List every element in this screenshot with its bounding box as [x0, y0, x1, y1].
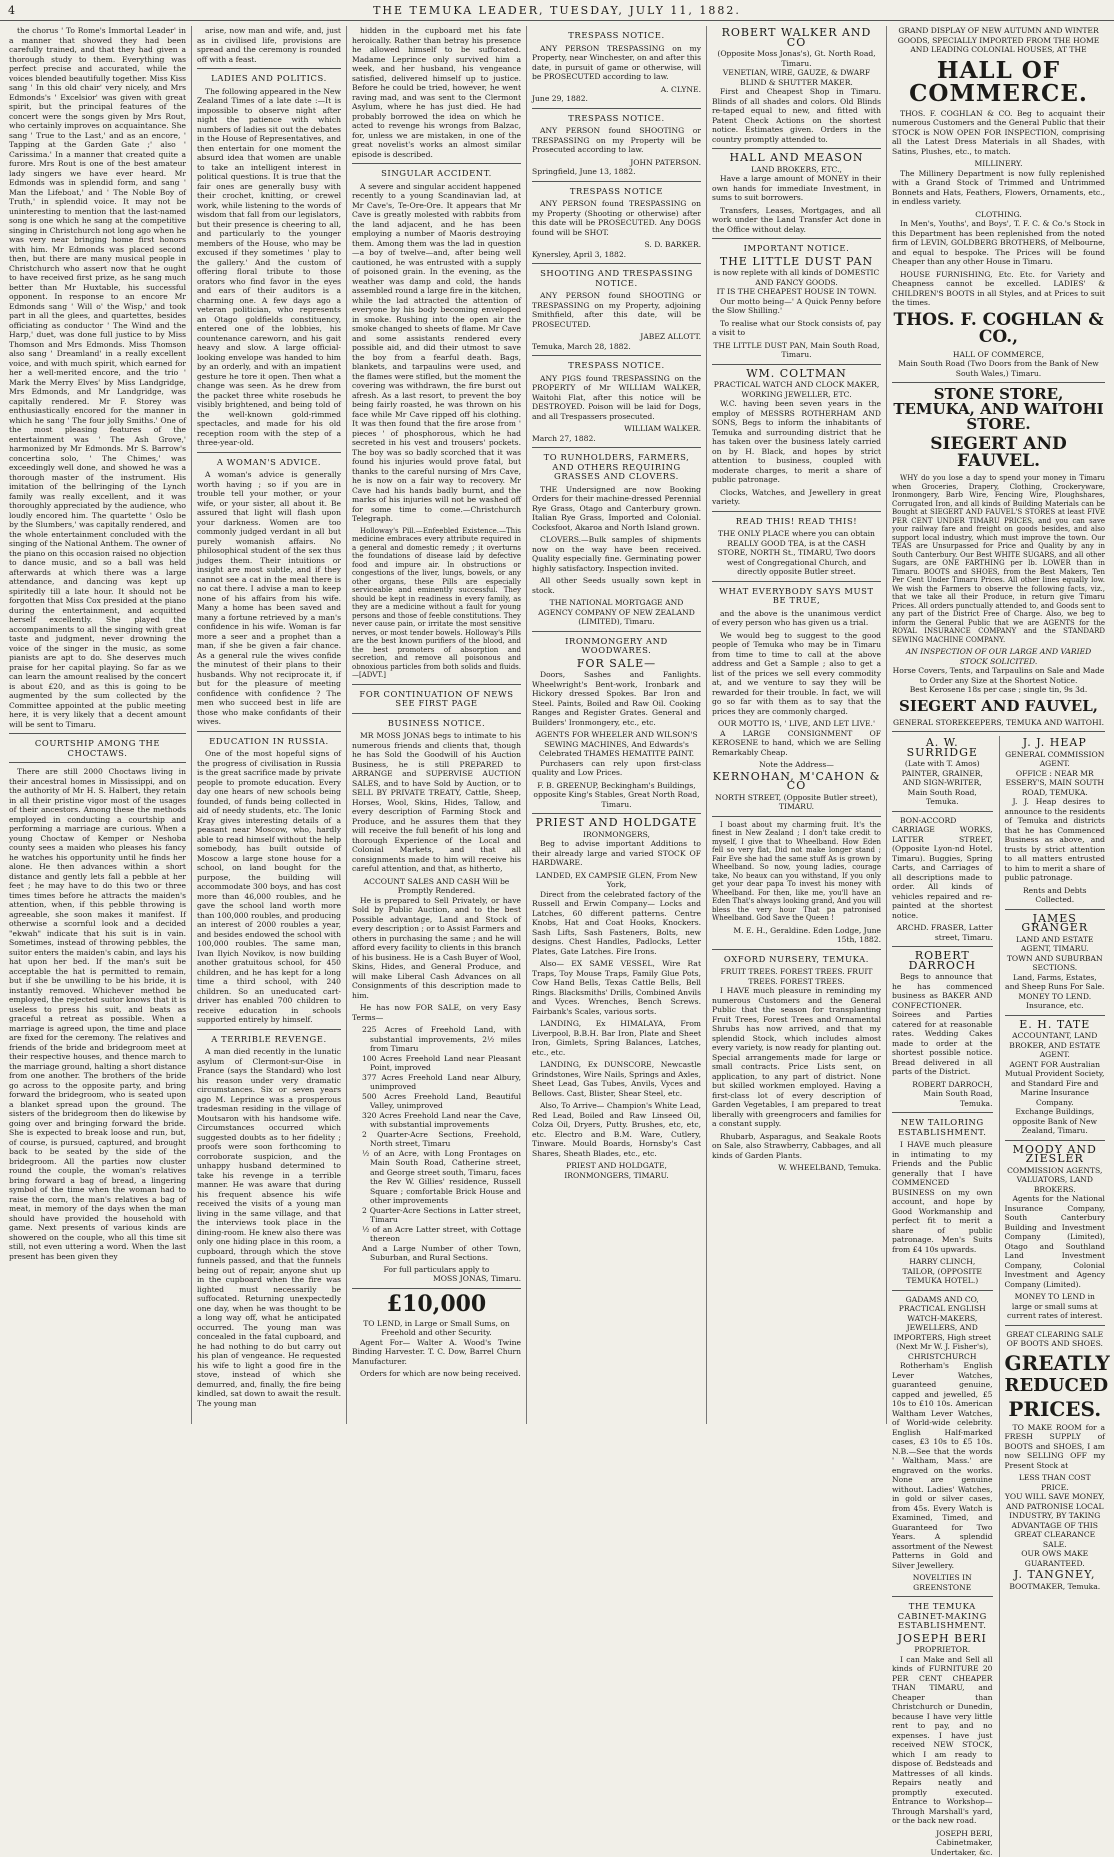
kerosene-price: Best Kerosene 18s per case ; single tin, 9s 3d. [892, 685, 1105, 695]
trespass-2-body: ANY PERSON found SHOOTING or TRESPASSING on my Property will be Prosecuted according to law. [532, 126, 701, 155]
trespass-3-date: Kynersley, April 3, 1882. [532, 250, 701, 260]
surridge-heading: A. W. SURRIDGE [892, 738, 993, 757]
loan-footer: Orders for which are now being received. [352, 1369, 521, 1379]
kernohan-address: NORTH STREET, (Opposite Butler street), TIMARU. [712, 793, 881, 812]
coltman-sub: PRACTICAL WATCH AND CLOCK MAKER, WORKING JEWELLER, ETC. [712, 380, 881, 399]
ironmongery-heading: IRONMONGERY AND WOODWARES. [532, 637, 701, 656]
advice-article: A woman's advice is generally worth having ; so if you are in trouble tell your mother, or your wife, or your sister, all about it. Be assured that light will flash upon your darkness. Women are too commonly judged verdant in all but purely womanish affairs. No philosophical student of the sex thus judges them. Their intuitions or insight are most subtle, and if they cannot see a cat in the meal there is no cat there. I advise a man to keep none of his affairs from his wife. Many a home has been saved and many a fortune retrieved by a man's confidence in his wife. Woman is far more a seer and a prophet than a man, if she be given a fair chance. As a general rule the wives confide the minutest of their plans to their husbands. Why not reciprocate it, if but for the pleasure of meeting confidence with confidence ? The men who succeed best in life are those who make confidants of their wives. [197, 470, 341, 727]
trespass-1-date: June 29, 1882. [532, 94, 701, 104]
priest-holdgate-signature: PRIEST AND HOLDGATE, IRONMONGERS, TIMARU. [532, 1161, 701, 1180]
darroch-heading: ROBERT DARROCH [892, 951, 993, 970]
house-furnishing: HOUSE FURNISHING, Etc. Etc. for Variety and Cheapness cannot be excelled. LADIES' & CHILDREN'S BOOTS in all Styles, and at Prices to suit the times. [892, 270, 1105, 308]
kernohan-heading: KERNOHAN, M'CAHON & CO [712, 772, 881, 791]
trespass-4-date: Temuka, March 28, 1882. [532, 342, 701, 352]
clearing-sale: GREAT CLEARING SALE OF BOOTS AND SHOES. [1005, 1330, 1106, 1349]
siegert-fauvel-2: SIEGERT AND FAUVEL, [892, 699, 1105, 714]
reduced: REDUCED [1005, 1377, 1106, 1395]
column-3 [347, 26, 527, 1424]
greenstone: NOVELTIES IN GREENSTONE [892, 1573, 993, 1592]
column-2 [192, 26, 347, 1424]
list-item: 100 Acres Freehold Land near Pleasant Point, improved [362, 1054, 521, 1073]
heap-sub: GENERAL COMMISSION AGENT. [1005, 750, 1106, 769]
trespass-5-signature: WILLIAM WALKER. [532, 424, 701, 434]
inspection-note: AN INSPECTION OF OUR LARGE AND VARIED STOCK SOLICITED. [892, 647, 1105, 666]
trespass-4-body: ANY PERSON found SHOOTING or TRESPASSING on my Property, adjoining Smithfield, after this date, will be PROSECUTED. [532, 291, 701, 329]
little-dust-pan-signature: THE LITTLE DUST PAN, Main South Road, Timaru. [712, 341, 881, 360]
list-item: 2 Quarter-Acre Sections, Freehold, North street, Timaru [362, 1130, 521, 1149]
column-5 [707, 26, 887, 1424]
stone-store: STONE STORE, TEMUKA, AND WAITOHI STORE. [892, 387, 1105, 432]
beri-heading: JOSEPH BERI [892, 1634, 993, 1644]
clinch-name: HARRY CLINCH, TAILOR, (OPPOSITE TEMUKA HOTEL.) [892, 1257, 993, 1286]
general-storekeepers: GENERAL STOREKEEPERS, TEMUKA AND WAITOHI. [892, 718, 1105, 728]
hall-meason-body-2: Transfers, Leases, Mortgages, and all work under the Land Transfer Act done in the Office without delay. [712, 206, 881, 235]
seeds-body: All other Seeds usually sown kept in stock. [532, 576, 701, 595]
masthead [0, 0, 1114, 21]
column-4 [527, 26, 707, 1424]
trespass-5-heading: TRESPASS NOTICE. [532, 361, 701, 371]
tate-heading: E. H. TATE [1005, 1020, 1106, 1030]
prices: PRICES. [1005, 1399, 1106, 1419]
everybody-says-heading: WHAT EVERYBODY SAYS MUST BE TRUE, [712, 587, 881, 606]
nursery-heading: OXFORD NURSERY, TEMUKA. [712, 955, 881, 965]
courtship-end: arise, now man and wife, and, just as in civilised life, provisions are spread and the ceremony is rounded off with a feast. [197, 26, 341, 64]
trespass-3-body: ANY PERSON found TRESPASSING on my Property (Shooting or otherwise) after this date will be PROSECUTED. Any DOGS found will be SHOT. [532, 199, 701, 237]
make-guaranteed: OUR OWS MAKE GUARANTEED. [1005, 1549, 1106, 1568]
revenge-article: A man died recently in the lunatic asylum of Clermont-sur-Oise in France (says the Standard) who lost his reason under very dramatic circumstances. Six or seven years ago M. Leprince was a prosperous tradesman residing in the village of Moutsaron with his handsome wife. Circumstances occurred which suggested doubts as to her fidelity ; proofs were soon forthcoming to corroborate suspicion, and the unhappy husband determined to take his revenge in a terrible manner. He was aware that during his frequent absence his wife received the visits of a young man living in the same village, and that the interviews took place in the dining-room. He knew also there was only one hiding place in this room, a cupboard, through which the stove funnels passed, and that the funnels being out of repair, anyone shut up in the cupboard when the fire was lighted must necessarily be suffocated. Returning unexpectedly one day, when he was thought to be a long way off, what he anticipated occurred. The young man was concealed in the fatal cupboard, and he had nothing to do but carry out his plan of vengeance. He requested his wife to light a good fire in the stove, instead of which she demurred, and, finally, the fire being kindled, sat down to await the result. The young man [197, 1047, 341, 1408]
address-note: Note the Address— [712, 760, 881, 770]
column-6 [887, 26, 1110, 1424]
darroch-signature: ROBERT DARROCH, Main South Road, Temuka. [892, 1080, 993, 1109]
revenge-heading: A TERRIBLE REVENGE. [197, 1035, 341, 1045]
ironmongery-list: Doors, Sashes and Fanlights. Wheelwright's Bent-work, Ironbark and Hickory dressed Spokes. Bar Iron and Steel. Paints, Boiled and Raw Oil. Cooking Ranges and Register Grates. General and Builders' Ironmongery, etc., etc. [532, 670, 701, 727]
trespass-1-heading: TRESPASS NOTICE. [532, 31, 701, 41]
clothing-heading: CLOTHING. [892, 210, 1105, 220]
wheelband-poem: I boast about my charming fruit. It's the finest in New Zealand ; I don't take credit to myself, I give that to Wheelband. How Eden fell so very flat, Did not make longer stand ; Fair Eve she had the same stuff As is grown by Wheelband. So now, young ladies, courage take, No beaux can you withstand, If you only get your dear papa To invest his money with Wheelband. For then, like me, you'll have an Eden That's always looking grand, And you will bless the very hour That pa patronised Wheelband. God Save the Queen ! [712, 821, 881, 923]
trespass-2-date: Springfield, June 13, 1882. [532, 167, 701, 177]
list-item: And a Large Number of other Town, Suburban, and Rural Sections. [362, 1244, 521, 1263]
save-money: YOU WILL SAVE MONEY, AND PATRONISE LOCAL INDUSTRY, BY TAKING ADVANTAGE OF THIS GREAT CLEARANCE SALE. [1005, 1492, 1106, 1549]
grasses-body: THE Undersigned are now Booking Orders for their machine-dressed Perennial Rye Grass, Otago and Canterbury grown. Italian Rye Grass, Imported and Colonial. Cocksfoot, Akaroa and North Island grown. [532, 485, 701, 533]
list-item: 320 Acres Freehold Land near the Cave, with substantial improvements [362, 1111, 521, 1130]
granger-sub: LAND AND ESTATE AGENT, TIMARU. [1005, 935, 1106, 954]
list-item: ½ of an Acre Latter street, with Cottage thereon [362, 1225, 521, 1244]
nursery-body: I HAVE much pleasure in reminding my numerous Customers and the General Public that the season for transplanting Fruit Trees, Forest Trees and Ornamental Shrubs has now arrived, and that my splendid Stock, which includes almost every variety, is now ready for planting out. Special arrangements made for large or small contracts. Price Lists sent, on application, to any part of district. None but skilled workmen employed. Having a first-class lot of every description of Garden Vegetables, I am prepared to treat liberally with greengrocers and families for a constant supply. [712, 986, 881, 1129]
read-this: READ THIS! READ THIS! [712, 517, 881, 527]
trespass-5-date: March 27, 1882. [532, 434, 701, 444]
granger-land: Land, Farms, Estates, and Sheep Runs For Sale. [1005, 973, 1106, 992]
ladies-article: The following appeared in the New Zealand Times of a late date :—It is impossible to observe night after night the patience with which numbers of ladies sit out the debates in the House of Representatives, and then entertain for one moment the absurd idea that women are unable to take an intelligent interest in political questions. It is true that the fair ones are generally busy with their crochet, knitting, or crewel work, while listening to the words of wisdom that fall from our legislators, but their presence is cheering to all, and particularly to the younger members of the House, who may be excused if they sometimes ' play to the gallery.' And the custom of offering floral tribute to those orators who find favor in the eyes and ears of their auditors is a charming one. A few days ago a veteran politician, who represents an Otago goldfields constituency, entered one of the lobbies, his countenance careworn, and his gait heavy and slow. A large official-looking envelope was handed to him by an orderly, and with an impatient gesture he tore it open. Then what a change was seen. As he drew from the packet three white rosebuds he visibly brightened, and being told of the well-known gold-rimmed spectacles, and made for his old reception room with the step of a three-year-old. [197, 87, 341, 448]
greenup-signature: F. B. GREENUP, Beckingham's Buildings, opposite King's Stables, Great North Road, Timaru. [532, 781, 701, 810]
ads-right [999, 736, 1106, 1857]
loan-amount: £10,000 [352, 1293, 521, 1315]
cabinet-heading: THE TEMUKA CABINET-MAKING ESTABLISHMENT. [892, 1602, 993, 1631]
courtship-article: There are still 2000 Choctaws living in their ancestral homes in Mississippi, and on the authority of Mr H. S. Halbert, they retain in all their pristine vigor most of the usages of their ancestors. Among these the methods employed in conducting a courtship and performing a marriage are curious. When a young Choctaw of Kemper or Neshoba county sees a maiden who pleases his fancy he watches his opportunity until he finds her alone. He then advances within a short distance and gently lets fall a pebble at her feet ; he may have to do this two or three times times before he attracts the maiden's attention, when, if this pebble throwing is agreeable, she soon makes it manifest. If otherwise a scornful look and a decided "ekwah" indicate that his suit is in vain. Sometimes, instead of throwing pebbles, the suitor enters the maiden's cabin, and lays his hat upon her bed. If the man's suit be acceptable the hat is permitted to remain, but if she be unwilling to be his bride, it is instantly removed. Whichever method be employed, the rejected suitor knows that it is useless to press his suit, and beats as graceful a retreat as possible. When a marriage is agreed upon, the time and place are fixed for the ceremony. The relatives and friends of the bride and bridegroom meet at their respective houses, and thence march to the marriage ground, halting a short distance from one another. The brothers of the bride go across to the opposite party, and bring forward the bridegroom, who is seated upon a blanket spread upon the ground. The sisters of the bridegroom then do likewise by going over and bringing forward the bride. She is expected to break loose and run, but, of course, is pursued, captured, and brought back to be seated by the side of the bridegroom. All the parties now cluster round the couple, the woman's relatives bring forward a bag of bread, a lingering symbol of the time when the woman had to raise the corn, the man's relatives a bag of meat, in memory of the days when the man should have provided the household with game. Next presents of various kinds are showered on the couple, who all this time sit still, not even uttering a word. When the last present has been given they [9, 767, 186, 1261]
adams-body: Rotherham's English Lever Watches, guaranteed genuine, capped and jewelled, £5 10s to £10 10s. American Waltham Lever Watches, of World-wide celebrity. English Half-marked cases, £3 10s to £5 10s. N.B.—See that the words ' Waltham, Mass.' are engraved on the works. None are genuine without. Ladies' Watches, in gold or silver cases, from 45s. Every Watch is Examined, Timed, and Guaranteed for Two Years. A splendid assortment of the Newest Patterns in Gold and Silver Jewellery. [892, 1361, 993, 1570]
for-sale-heading: FOR SALE— [532, 659, 701, 669]
hall-meason-heading: HALL AND MEASON [712, 153, 881, 163]
campsie-list: Direct from the celebrated factory of the Russell and Erwin Company— Locks and Latches, 60 different patterns. Centre Knobs, Hat and Coat Hooks, Knockers. Sash Lifts, Sash Fasteners, Bolts, new designs. Chest Handles, Padlocks, Letter Plates, Gate Latches. Fire Irons. [532, 890, 701, 957]
accident-heading: SINGULAR ACCIDENT. [352, 169, 521, 179]
priest-holdgate-body: Beg to advise important Additions to their already large and varied STOCK OF HARDWARE. [532, 839, 701, 868]
himalaya-list: LANDING, Ex HIMALAYA, From Liverpool, B.B.H. Bar Iron, Plate and Sheet Iron, Gimlets, Spring Balances, Latches, etc., etc. [532, 1019, 701, 1057]
beri-signature: JOSEPH BERI, Cabinetmaker, Undertaker, &c. [892, 1829, 993, 1857]
tangney-heading: J. TANGNEY, [1005, 1570, 1106, 1580]
hall-of-commerce: HALL OF COMMERCE. [892, 59, 1105, 105]
moody-ziesler-body: Agents for the National Insurance Company, South Canterbury Building and Investment Company (Limited), Otago and Southland Land Investment Company, Colonial Investment and Agency Company (Limited). [1005, 1194, 1106, 1289]
trespass-3-signature: S. D. BARKER. [532, 240, 701, 250]
loan-agent: Agent For— Walter A. Wood's Twine Binding Harvester. T. C. Dow, Barrel Churn Manufacturer. [352, 1338, 521, 1367]
list-item: 500 Acres Freehold Land, Beautiful Valley, unimproved [362, 1092, 521, 1111]
land-brokers-label: LAND BROKERS, ETC., [712, 165, 881, 175]
particulars: For full particulars apply to [352, 1265, 521, 1275]
hall-body: THOS. F. COGHLAN & CO. Beg to acquaint their numerous Customers and the General Public that their STOCK is NOW OPEN FOR INSPECTION, comprising all the Latest Dress Materials in all Shades, with Satins, Plushes, etc., to match. [892, 109, 1105, 157]
ladies-heading: LADIES AND POLITICS. [197, 74, 341, 84]
tate-sub: ACCOUNTANT, LAND BROKER, AND ESTATE AGENT. [1005, 1031, 1106, 1060]
coltman-heading: WM. COLTMAN [712, 369, 881, 379]
trespass-2-signature: JOHN PATERSON. [532, 158, 701, 168]
concert-report: the chorus ' To Rome's Immortal Leader' in a manner that showed they had been carefully trained, and that they had given a thorough study to them. Everything was perfect precise and accurated, while the voices blended beautifully together. Miss Kiss sang ' In this old chair' very nicely, and Mrs Edmonds's ' Excelsior' was given with great spirit, but the principal features of the concert were the songs given by Mrs Rout, who certainly improves on acquaintance. She sang ' True to the Last,' and as an encore, ' Tapping at the Garden Gate ;' also ' Carissima.' In a manner that created quite a furore. Mrs Rout is one of the best amateur lady singers we have ever heard. Mr Edmonds was in splendid form, and sang ' Man the Lifeboat,' and ' The Noble Boy of Truth,' in splendid voice. It may not be uninteresting to mention that the last-named song is one which he sang at the competitive singing in Christchurch not long ago when he was very near bringing home first honors with him. Mr Edmonds was placed second then, but there are many musical people in Christchurch who assert now that he ought to have received first prize, as he sang much better than Mr Huxtable, his successful opponent. In response to an encore Mr Edmonds sang ' Will o' the Wisp,' and took part in all the glees, and quartettes, besides officiating as conductor ' The Wind and the Harp,' duet, was done full justice to by Miss Thomson and Mrs Edmonds. Miss Thomson also sang ' Dreamland' in a really excellent voice, and with much spirit, which earned for her a well-merited encore, and the trio ' Mark the Merry Elves' by Miss Landgridge, Mrs Edmonds, and Mr Landgridge, was capitally rendered. Mr F. Storey was enthusiastically encored for the manner in which he sang ' The four jolly Smiths.' One of the most pleasing features of the entertainment was ' The Ash Grove,' harmonized by Mr Edmonds. Mr S. Barrow's concertina solo, ' The Chimes,' was exceedingly well done, and showed he was a thorough master of the instrument. His imitation of the bellringing of the Lynch family was really excellent, and it was thoroughly appreciated by the audience, who loudly encored him. The quartette ' Oslo be by the Slumbers,' was capitally rendered, and the whole entertainment concluded with the singing of the National Anthem. The owner of the piano on this occasion raised no objection to dance music, and so a ball was held afterwards at which there was a large attendance, and dancing was kept up spiritedly till a late hour. It should not be forgotten that Miss Cox presided at the piano during the entertainment, and acquitted herself excellently. She played the accompaniments to all the singing with great taste and judgment, never drowning the voice of the singer in the music, as some pianists are apt to do. She deserves much praise for her capital playing. So far as we can learn the amount realised by the concert is about £20, and as this is going to be augmented by the sum collected by the Committee appointed at the public meeting here, it is very likely that a decent amount will be sent to Timaru. [9, 26, 186, 729]
heap-office: OFFICE : NEAR MR ESSERY'S, MAIN SOUTH ROAD, TEMUKA. [1005, 769, 1106, 798]
courtship-heading: COURTSHIP AMONG THE CHOCTAWS. [9, 739, 186, 758]
masthead-title: THE TEMUKA LEADER, TUESDAY, JULY 11, 1882. [373, 4, 741, 17]
business-notice-heading: BUSINESS NOTICE. [352, 719, 521, 729]
column-1 [4, 26, 192, 1424]
coltman-body-2: Clocks, Watches, and Jewellery in great variety. [712, 488, 881, 507]
robert-walker-heading: ROBERT WALKER AND CO [712, 28, 881, 47]
blind-maker: VENETIAN, WIRE, GAUZE, & DWARF BLIND & SHUTTER MAKER. [712, 68, 881, 87]
important-notice-heading: IMPORTANT NOTICE. [712, 244, 881, 254]
trespass-1-body: ANY PERSON TRESPASSING on my Property, near Winchester, on and after this date, in pursuit of game or otherwise, will be PROSECUTED according to law. [532, 44, 701, 82]
only-place: THE ONLY PLACE where you can obtain REALLY GOOD TEA, is at the CASH STORE, NORTH St., TIMARU, Two doors west of Congregational Church, and directly opposite Butler street. [712, 529, 881, 577]
business-notice-body-2: He is prepared to Sell Privately, or have Sold by Public Auction, and to the best Possible advantage, Land and Stock of every description ; or to Assist Farmers and others in purchasing the same ; and he will afford every facility to clients in this branch of his business. He is a Cash Buyer of Wool, Skins, Hides, and General Produce, and will make Liberal Cash Advances on all Consignments of this description made to him. [352, 896, 521, 1001]
agents-note: AGENTS FOR WHEELER AND WILSON'S SEWING MACHINES, And Edwards's Celebrated THAMES HEMATITE PAINT. [532, 730, 701, 759]
for-sale-intro: He has now FOR SALE, on very Easy Terms— [352, 1003, 521, 1022]
robert-walker-address: (Opposite Moss Jonas's), Gt. North Road, Timaru. [712, 49, 881, 68]
same-vessel-list: Also— EX SAME VESSEL, Wire Rat Traps, Toy Mouse Traps, Family Glue Pots, Cow Hand Bells, Texas Cattle Bells, Bell Rings. Blacksmiths' Drills, Combined Anvils and Vyces. Wrenches, Bench Screws. Fairbank's Scales, various sorts. [532, 959, 701, 1016]
covers-note: Horse Covers, Tents, and Tarpaulins on Sale and Made to Order any Size at the Shortest Notice. [892, 666, 1105, 685]
millinery-body: The Millinery Department is now fully replenished with a Grand Stock of Trimmed and Untrimmed Bonnets and Hats, Feathers, Flowers, Ornaments, etc., in endless variety. [892, 169, 1105, 207]
heap-rents: Rents and Debts Collected. [1005, 886, 1106, 905]
surridge-sub: (Late with T. Amos) PAINTER, GRAINER, AND SIGN-WRITER, Main South Road, Temuka. [892, 759, 993, 807]
russia-heading: EDUCATION IN RUSSIA. [197, 737, 341, 747]
beri-proprietor: PROPRIETOR. [892, 1645, 993, 1655]
business-notice-body: MR MOSS JONAS begs to intimate to his numerous friends and clients that, though he has Sold the Goodwill of his Auction Business, he is still PREPARED to ARRANGE and SUPERVISE AUCTION SALES, and to have Sold by Auction, or to SELL BY PRIVATE TREATY, Cattle, Sheep, Horses, Wool, Skins, Hides, Tallow, and every description of Farming Stock and Produce, and he assures them that they will receive the full benefit of his long and thorough Experience of the Local and Colonial Markets, and that all consignments made to him will receive his careful attention, and that, as hitherto, [352, 731, 521, 874]
land-list [352, 1025, 521, 1263]
trespass-3-heading: TRESPASS NOTICE [532, 187, 701, 197]
grand-display: GRAND DISPLAY OF NEW AUTUMN AND WINTER GOODS, SPECIALLY IMPORTED FROM THE HOME AND LEADING COLONIAL HOUSES, AT THE [892, 26, 1105, 55]
trespass-4-heading: SHOOTING AND TRESPASSING NOTICE. [532, 269, 701, 288]
tate-exchange: Exchange Buildings, opposite Bank of New Zealand, Timaru. [1005, 1107, 1106, 1136]
landed-campsie: LANDED, EX CAMPSIE GLEN, From New York, [532, 871, 701, 890]
little-dust-pan-body: is now replete with all kinds of DOMESTIC AND FANCY GOODS. [712, 268, 881, 287]
account-sales: ACCOUNT SALES AND CASH Will be Promptly Rendered. [352, 877, 521, 896]
list-item: ½ of an Acre, with Long Frontages on Main South Road, Catherine street, and George street south, Timaru, faces the Rev W. Gillies' residence, Russell Square ; comfortable Brick House and other improvements [362, 1149, 521, 1206]
live-and-let-live: OUR MOTTO IS, ' LIVE, AND LET LIVE.' [712, 719, 881, 729]
tate-agent: AGENT FOR Australian Mutual Provident Society, and Standard Fire and Marine Insurance Company. [1005, 1060, 1106, 1108]
clearing-body: TO MAKE ROOM for a FRESH SUPPLY of BOOTS and SHOES, I am now SELLING OFF my Present Stock at [1005, 1423, 1106, 1471]
everybody-says-body-2: We would beg to suggest to the good people of Temuka who may be in Timaru from time to time to call at the above address and Get a Sample ; also to get a list of the prices we sell every commodity at, and we venture to say they will be rewarded for their trouble. In fact, we will go so far with them as to say that the prices they are commonly charged. [712, 631, 881, 717]
millinery-heading: MILLINERY. [892, 159, 1105, 169]
bon-accord: BON-ACCORD CARRIAGE WORKS, LATTER STREET, (Opposite Lyon-nd Hotel, Timaru). Buggies, Spring Carts, and Carriages of all descriptions made to order. All kinds of vehicles repaired and re-painted at the shortest notice. [892, 816, 993, 921]
beri-body: I can Make and Sell all kinds of FURNITURE 20 PER CENT CHEAPER THAN TIMARU, and Cheaper than Christchurch or Dunedin, because I have very little rent to pay, and no expenses. I have just received NEW STOCK, which I am ready to dispose of. Bedsteads and Mattresses of all kinds. Repairs neatly and promptly executed. Entrance to Workshop—Through Marshall's yard, or the back new road. [892, 1655, 993, 1826]
holloway-advert: Holloway's Pill.—Enfeebled Existence.—This medicine embraces every attribute required in a general and domestic remedy ; it overturns the foundations of disease laid by defective food and impure air. In obstructions or congestions of the liver, lungs, bowels, or any other organs, these Pills are especially serviceable and eminently successful. They should be kept in readiness in every family, as they are a medicine without a fault for young persons and those of feeble constitutions. They never cause pain, or irritate the most sensitive nerves, or most tender bowels. Holloway's Pills are the best known purifiers of the blood, and the best promoters of absorption and secretion, and remove all poisonous and obnoxious particles from both solids and fluids.—[ADVT.] [352, 527, 521, 680]
siegert-body: WHY do you lose a day to spend your money in Timaru when Groceries, Drapery, Clothing, Crockeryware, Ironmongery, Barb Wire, Fencing Wire, Ploughshares, Corrugated Iron, and all kinds of Building Materials can be Bought at SIEGERT AND FAUVEL'S STORES at least FIVE PER CENT UNDER TIMARU PRICES, and you can save your railway fare and freight on goods besides, and also support local industry, which must improve the town. Our TEAS are Unsurpassed for Price and Quality by any in South Canterbury. Our Best WHITE SUGARS, and all other Sugars, are ONE FARTHING per lb. LOWER than in Timaru. BOOTS and SHOES, from the Best Makers, Ten Per Cent Under Timaru Prices. All other lines equally low. We wish the Farmers to observe the following facts, viz., that we take all their Produce, in return give Timaru Prices. All orders punctually attended to, and Goods sent to any part of the District Free of Charge. Also, we beg to inform the General Public that we are AGENTS for the ROYAL INSURANCE COMPANY and the STANDARD SEWING MACHINE COMPANY. [892, 474, 1105, 644]
trespass-4-signature: JABEZ ALLOTT. [532, 332, 701, 342]
revenge-end: hidden in the cupboard met his fate heroically. Rather than betray his presence he allowed himself to be suffocated. Madame Leprince only survived him a week, and her husband, his vengeance satisfied, delivered himself up to justice. Before he could be tried, however, he went raving mad, and was sent to the Clermont Asylum, where he has just died. He had probably borrowed the idea on which he acted to revenge his wrongs from Balzac, for, unless we are mistaken, in one of the great novelist's works an almost similar episode is described. [352, 26, 521, 159]
fraser-signature: ARCHD. FRASER, Latter street, Timaru. [892, 923, 993, 942]
kerosene-note: A LARGE CONSIGNMENT OF KEROSENE to hand, which we are Selling Remarkably Cheap. [712, 729, 881, 758]
tailoring-heading: NEW TAILORING ESTABLISHMENT. [892, 1118, 993, 1137]
heap-heading: J. J. HEAP [1005, 738, 1106, 748]
ads-left [892, 736, 993, 1857]
loan-text: TO LEND, in Large or Small Sums, on Freehold and other Security. [352, 1319, 521, 1338]
heap-body: J. J. Heap desires to announce to the residents of Temuka and districts that he has Commenced Business as above, and trusts by strict attention to all matters entrusted to him to merit a share of public patronage. [1005, 797, 1106, 883]
page-number: 4 [8, 0, 17, 22]
hall-meason-body: Have a large amount of MONEY in their own hands for immediate Investment, in sums to suit borrowers. [712, 174, 881, 203]
tangney-sub: BOOTMAKER, Temuka. [1005, 1582, 1106, 1592]
tailoring-body: I HAVE much pleasure in intimating to my Friends and the Public generally that I have COMMENCED BUSINESS on my own account, and hope by Good Workmanship and perfect fit to merit a share of public patronage. Men's Suits from £4 10s upwards. [892, 1140, 993, 1254]
adams-heading: GADAMS AND CO, PRACTICAL ENGLISH WATCH-MAKERS, JEWELLERS, AND IMPORTERS, High street (Next Mr W. J. Fisher's), CHRISTCHURCH [892, 1295, 993, 1362]
clovers-body: CLOVERS.—Bulk samples of shipments now on the way have been received. Quality especially fine. Germinating power highly satisfactory. Inspection invited. [532, 535, 701, 573]
coghlan-sub: HALL OF COMMERCE, [892, 350, 1105, 360]
list-item: 2 Quarter-Acre Sections in Latter street, Timaru [362, 1206, 521, 1225]
quality-note: Purchasers can rely upon first-class quality and Low Prices. [532, 759, 701, 778]
dunscore-list: LANDING, Ex DUNSCORE, Newcastle Grindstones, Wire Nails, Springs and Axles, Sheet Lead, Gas Tubes, Anvils, Vyces and Bellows. Cast, Blister, Shear Steel, etc. [532, 1060, 701, 1098]
little-dust-pan-heading: THE LITTLE DUST PAN [712, 257, 881, 267]
clothing-body: In Men's, Youths', and Boys', T. F. C. & Co.'s Stock in this Department has been replenished from the noted firm of LEVIN, GOLDBERG BROTHERS, of Melbourne, and equal to bespoke. The Prices will be found Cheaper than any other House in Timaru. [892, 219, 1105, 267]
coltman-body: W.C. having been seven years in the employ of MESSRS ROTHERHAM AND SONS, Begs to inform the inhabitants of Temuka and surrounding district that he has taken over the business lately carried on by H. Black, and hopes by strict attention to business, coupled with moderate charges, to merit a share of public patronage. [712, 399, 881, 485]
moss-jonas-signature: MOSS JONAS, Timaru. [352, 1274, 521, 1284]
cheapest-house: IT IS THE CHEAPEST HOUSE IN TOWN. [712, 287, 881, 297]
grasses-heading: TO RUNHOLDERS, FARMERS, AND OTHERS REQUIRING GRASSES AND CLOVERS. [532, 453, 701, 482]
two-column-ads [892, 736, 1105, 1857]
continuation-note: FOR CONTINUATION OF NEWS SEE FIRST PAGE [352, 690, 521, 709]
granger-town: TOWN AND SUBURBAN SECTIONS. [1005, 954, 1106, 973]
granger-insurance: Insurance, etc. [1005, 1001, 1106, 1011]
nursery-body-2: Rhubarb, Asparagus, and Seakale Roots on Sale, also Strawberry, Cabbages, and all kinds of Garden Plants. [712, 1132, 881, 1161]
robert-walker-body: First and Cheapest Shop in Timaru. Blinds of all shades and colors. Old Blinds re-taped equal to new, and fitted with Patent Check Actions on the shortest notice. Estimates given. Orders in the country promptly attended to. [712, 87, 881, 144]
accident-article: A severe and singular accident happened recently to a young Scandinavian lad, at Mr Cave's, Te-Ore-Ore. It appears that Mr Cave is greatly molested with rabbits from the land adjacent, and he has been employing a number of Maoris destroying them. Among them was the lad in question—a boy of twelve—and, after being well cautioned, he was entrusted with a supply of poisoned grain. In the evening, as the weather was damp and cold, the hands assembled round a large fire in the kitchen, while the lad attracted the attention of everyone by his body becoming enveloped in smoke. Rushing into the open air the smoke changed to sheets of flame. Mr Cave and some assistants rendered every possible aid, and did their utmost to save the boy from a fearful death. Bags, blankets, and tarpaulins were used, and the flames were stifled, but the moment the covering was withdrawn, the fire burst out afresh. As a last resort, to prevent the boy being fairly roasted, he was thrown on his face while Mr Cave ripped off his clothing. It was then found that the fire arose from ' pieces ' of phosphorous, which he had secreted in his vest and trousers' pockets. The boy was so badly scorched that it was found his injuries would prove fatal, but thanks to the careful nursing of Mrs Cave, he is now on a fair way to recovery. Mr Cave had his hands badly burnt, and the marks of his injuries will not be washed off for some time to come.—Christchurch Telegraph. [352, 182, 521, 524]
everybody-says-body: and the above is the unanimous verdict of every person who has given us a trial. [712, 609, 881, 628]
to-arrive-list: Also, To Arrive— Champion's White Lead, Red Lead, Boiled and Raw Linseed Oil, Colza Oil, Dryers, Putty. Brushes, etc, etc, etc. Electro and B.M. Ware, Cutlery, Tinware. Mould Boards, Hornsby's Cast Shares, Sheath Blades, etc., etc. [532, 1101, 701, 1158]
stock-note: To realise what our Stock consists of, pay a visit to [712, 319, 881, 338]
less-than-cost: LESS THAN COST PRICE. [1005, 1473, 1106, 1492]
trespass-5-body: ANY PIGS found TRESPASSING on the PROPERTY of Mr WILLIAM WALKER, Waitohi Flat, after this notice will be DESTROYED. Poison will be laid for Dogs, and all Trespassers prosecuted. [532, 374, 701, 422]
grasses-signature: THE NATIONAL MORTGAGE AND AGENCY COMPANY OF NEW ZEALAND (LIMITED), Timaru. [532, 598, 701, 627]
columns [4, 26, 1110, 1424]
granger-money: MONEY TO LEND. [1005, 992, 1106, 1002]
priest-holdgate-heading: PRIEST AND HOLDGATE [532, 818, 701, 828]
moody-ziesler-heading: MOODY AND ZIESLER [1005, 1145, 1106, 1164]
fruit-trees: FRUIT TREES. FOREST TREES. FRUIT TREES. FOREST TREES. [712, 967, 881, 986]
granger-heading: JAMES GRANGER [1005, 914, 1106, 933]
greatly: GREATLY [1005, 1353, 1106, 1373]
siegert-fauvel: SIEGERT AND FAUVEL. [892, 436, 1105, 470]
darroch-body: Begs to announce that he has commenced business as BAKER AND CONFECTIONER. Soirees and Parties catered for at reasonable rates. Wedding Cakes made to order at the shortest possible notice. Bread delivered in all parts of the District. [892, 972, 993, 1077]
moody-ziesler-money: MONEY TO LEND in large or small sums at current rates of interest. [1005, 1292, 1106, 1321]
advice-heading: A WOMAN'S ADVICE. [197, 458, 341, 468]
coghlan-address: Main South Road (Two Doors from the Bank of New South Wales,) Timaru. [892, 359, 1105, 378]
coghlan-name: THOS. F. COGHLAN & CO., [892, 312, 1105, 346]
ironmongers-label: IRONMONGERS, [532, 830, 701, 840]
trespass-1-signature: A. CLYNE. [532, 85, 701, 95]
wheelband-signature: W. WHEELBAND, Temuka. [712, 1163, 881, 1173]
list-item: 225 Acres of Freehold Land, with substantial improvements, 2½ miles from Timaru [362, 1025, 521, 1054]
moody-ziesler-sub: COMMISSION AGENTS, VALUATORS, LAND BROKERS. [1005, 1166, 1106, 1195]
list-item: 377 Acres Freehold Land near Albury, unimproved [362, 1073, 521, 1092]
trespass-2-heading: TRESPASS NOTICE. [532, 114, 701, 124]
motto-note: Our motto being—' A Quick Penny before the Slow Shilling.' [712, 297, 881, 316]
poem-signature: M. E. H., Geraldine. Eden Lodge, June 15th, 1882. [712, 926, 881, 945]
russia-article: One of the most hopeful signs of the progress of civilisation in Russia is the great sacrifice made by private people to promote education. Every day one hears of new schools being founded, of funds being collected in aid of needy students, etc. The Ionic Kray gives interesting details of a peasant near Moscow, who, hardly able to read himself without the help somebody, has built outside of Moscow a large stone house for a school, on land bought for the purpose, the building will accommodate 300 boys, and has cost more than 46,000 roubles, and he gave the school land worth more than 100,000 roubles, and producing an interest of 2000 roubles a year, and besides endowed the school with 100,000 roubles. The same man, Ivan Ilyich Novikov, is now building another gratuitous school, for 450 children, and he has kept for a long time a third school, with 240 children. So an uneducated cart-driver has enabled 700 children to receive education in schools supported entirely by himself. [197, 749, 341, 1025]
